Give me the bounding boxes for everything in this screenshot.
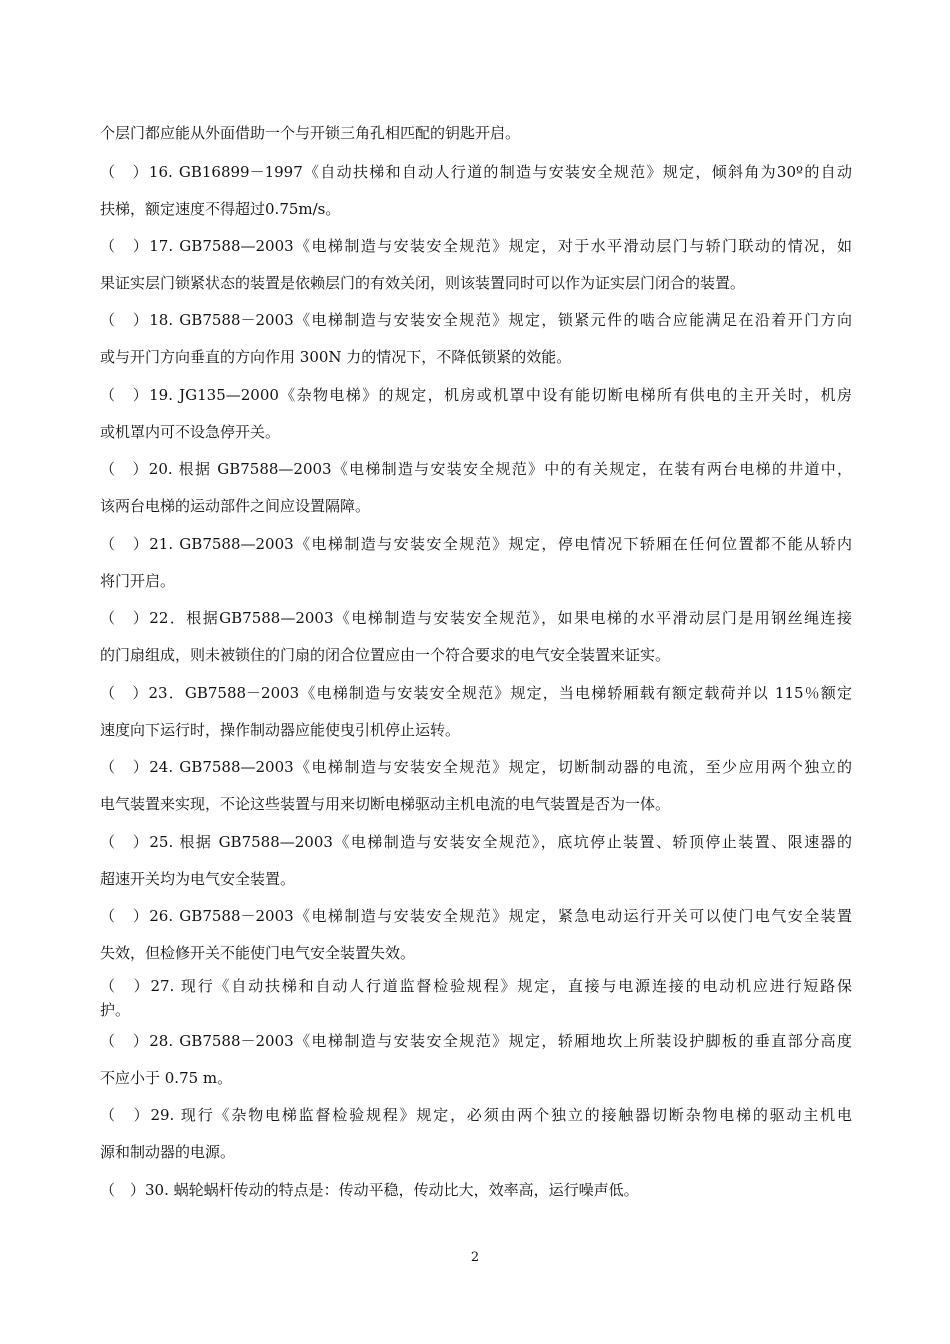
question-26-line-2: 失效，但检修开关不能使门电气安全装置失效。 [100,944,416,962]
question-17-line-2: 果证实层门锁紧状态的装置是依赖层门的有效关闭，则该装置同时可以作为证实层门闭合的装置。 [100,274,746,292]
question-23-line-2: 速度向下运行时，操作制动器应能使曳引机停止运转。 [100,721,461,739]
question-16-line-2: 扶梯，额定速度不得超过0.75m/s。 [100,200,341,218]
question-20-line-1: （ ）20. 根据 GB7588—2003《电梯制造与安装安全规范》中的有关规定，在装有两台电梯的井道中， [100,460,852,478]
question-29-line-1: （ ）29. 现行《杂物电梯监督检验规程》规定，必须由两个独立的接触器切断杂物电梯的驱动主机电 [100,1106,852,1124]
question-20-line-2: 该两台电梯的运动部件之间应设置隔障。 [100,497,371,515]
question-18-line-1: （ ）18. GB7588－2003《电梯制造与安装安全规范》规定，锁紧元件的啮合应能满足在沿着开门方向 [100,311,852,329]
question-27-line-2: 护。 [100,1001,131,1019]
question-19-line-1: （ ）19. JG135—2000《杂物电梯》的规定，机房或机罩中设有能切断电梯所有供电的主开关时，机房 [100,386,852,404]
question-24-line-2: 电气装置来实现，不论这些装置与用来切断电梯驱动主机电流的电气装置是否为一体。 [100,795,671,813]
question-28-line-1: （ ）28. GB7588－2003《电梯制造与安装安全规范》规定，轿厢地坎上所装设护脚板的垂直部分高度 [100,1032,852,1050]
question-30-line-1: （ ）30. 蜗轮蜗杆传动的特点是：传动平稳，传动比大，效率高，运行噪声低。 [100,1181,639,1199]
question-17-line-1: （ ）17. GB7588—2003《电梯制造与安装安全规范》规定，对于水平滑动层门与轿门联动的情况，如 [100,237,852,255]
question-22-line-2: 的门扇组成，则未被锁住的门扇的闭合位置应由一个符合要求的电气安全装置来证实。 [100,646,671,664]
question-24-line-1: （ ）24. GB7588—2003《电梯制造与安装安全规范》规定，切断制动器的电流，至少应用两个独立的 [100,758,852,776]
question-21-line-1: （ ）21. GB7588—2003《电梯制造与安装安全规范》规定，停电情况下轿厢在任何位置都不能从轿内 [100,535,852,553]
question-28-line-2: 不应小于 0.75 m。 [100,1069,233,1087]
question-18-line-2: 或与开门方向垂直的方向作用 300N 力的情况下，不降低锁紧的效能。 [100,348,572,366]
question-27-line-1: （ ）27. 现行《自动扶梯和自动人行道监督检验规程》规定，直接与电源连接的电动机应进行短路保 [100,977,852,995]
page-number: 2 [470,1250,480,1265]
question-19-line-2: 或机罩内可不设急停开关。 [100,423,281,441]
question-21-line-2: 将门开启。 [100,572,176,590]
question-16-line-1: （ ）16. GB16899－1997《自动扶梯和自动人行道的制造与安装安全规范》规定，倾斜角为30º的自动 [100,163,852,181]
question-23-line-1: （ ）23．GB7588－2003《电梯制造与安装安全规范》规定，当电梯轿厢载有额定载荷并以 115％额定 [100,684,852,702]
question-22-line-1: （ ）22．根据GB7588—2003《电梯制造与安装安全规范》，如果电梯的水平滑动层门是用钢丝绳连接 [100,609,852,627]
question-25-line-2: 超速开关均为电气安全装置。 [100,870,296,888]
continuation-text: 个层门都应能从外面借助一个与开锁三角孔相匹配的钥匙开启。 [100,124,521,142]
question-26-line-1: （ ）26. GB7588－2003《电梯制造与安装安全规范》规定，紧急电动运行开关可以使门电气安全装置 [100,907,852,925]
question-29-line-2: 源和制动器的电源。 [100,1143,236,1161]
question-25-line-1: （ ）25. 根据 GB7588—2003《电梯制造与安装安全规范》，底坑停止装置、轿顶停止装置、限速器的 [100,833,852,851]
